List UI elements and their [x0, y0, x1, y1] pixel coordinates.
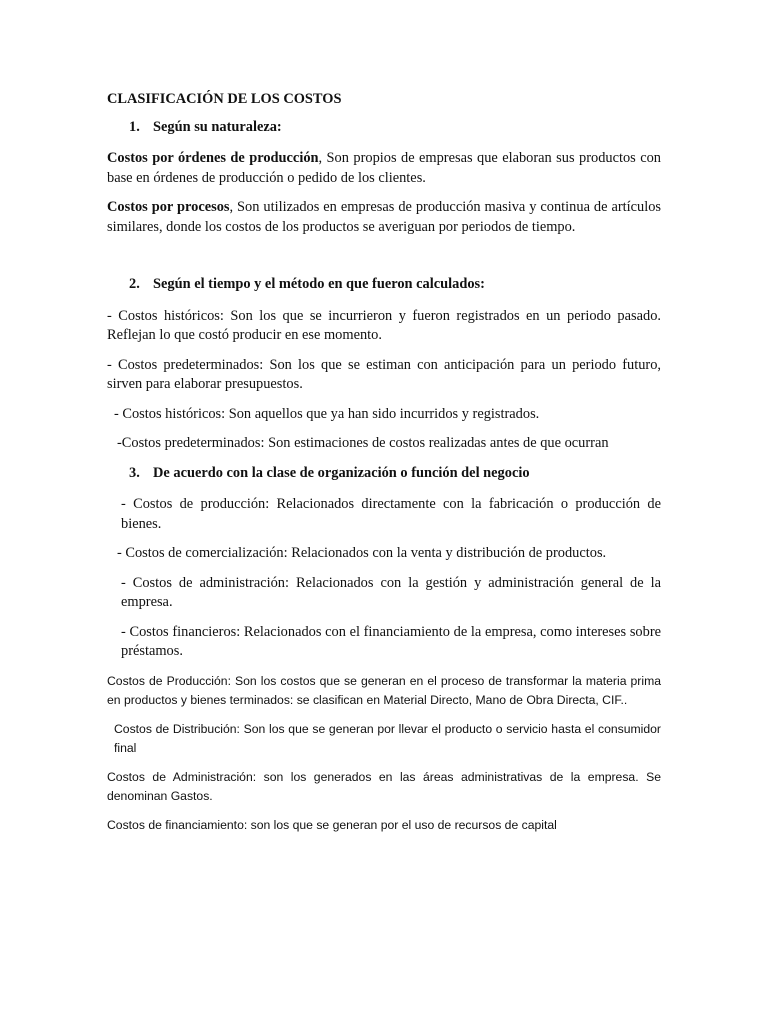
list-item: -Costos predeterminados: Son estimaciones de costos realizadas antes de que ocurran: [117, 435, 609, 451]
term-ordenes: Costos por órdenes de producción: [107, 150, 319, 166]
list-item: - Costos históricos: Son aquellos que ya han sido incurridos y registrados.: [114, 405, 540, 422]
section-3-heading: [107, 464, 661, 484]
sans-paragraph: Costos de Distribución: Son los que se generan por llevar el producto o servicio hasta el consumidor final: [114, 721, 661, 755]
paragraph-procesos: [107, 198, 661, 237]
document-title: CLASIFICACIÓN DE LOS COSTOS: [107, 91, 342, 107]
list-item: - Costos de administración: Relacionados con la gestión y administración general de la empresa.: [121, 574, 661, 610]
list-item: - Costos predeterminados: Son los que se estiman con anticipación para un periodo futuro, sirven para elaborar presupuestos.: [107, 356, 661, 392]
term-procesos: Costos por procesos: [107, 199, 230, 215]
sans-paragraph: Costos de Producción: Son los costos que se generan en el proceso de transformar la materia prima en productos y bienes terminados: se clasifican en Material Directo, Mano de Obra Directa, CIF..: [107, 673, 661, 707]
list-item: - Costos de producción: Relacionados directamente con la fabricación o producción de bienes.: [121, 496, 661, 532]
section-3-number: 3.: [129, 464, 140, 481]
section-2-heading-text: Según el tiempo y el método en que fueron calculados:: [153, 276, 485, 292]
list-item: - Costos históricos: Son los que se incurrieron y fueron registrados en un periodo pasado. Reflejan lo que costó producir en ese momento.: [107, 307, 661, 343]
section-3-heading-text: De acuerdo con la clase de organización o función del negocio: [153, 464, 530, 481]
list-item: - Costos financieros: Relacionados con el financiamiento de la empresa, como intereses sobre préstamos.: [121, 623, 661, 659]
spacer: [107, 247, 661, 275]
sans-paragraph: Costos de financiamiento: son los que se generan por el uso de recursos de capital: [107, 817, 557, 832]
text-procesos: , Son utilizados en empresas de producción masiva y continua de artículos similares, donde los costos de los productos se averiguan por periodos de tiempo.: [107, 199, 661, 235]
section-1-heading-text: Según su naturaleza:: [153, 118, 282, 135]
paragraph-ordenes: [107, 149, 661, 188]
text-ordenes: , Son propios de empresas que elaboran sus productos con base en órdenes de producción o pedido de los clientes.: [107, 150, 661, 186]
document-body: [107, 90, 661, 845]
list-item: - Costos de comercialización: Relacionados con la venta y distribución de productos.: [117, 545, 607, 561]
section-2-heading: [107, 275, 661, 295]
section-1-heading: [107, 118, 661, 138]
section-1-number: 1.: [129, 118, 140, 135]
section-2-number: 2.: [129, 276, 140, 292]
sans-paragraph: Costos de Administración: son los generados en las áreas administrativas de la empresa. Se denominan Gastos.: [107, 769, 661, 803]
